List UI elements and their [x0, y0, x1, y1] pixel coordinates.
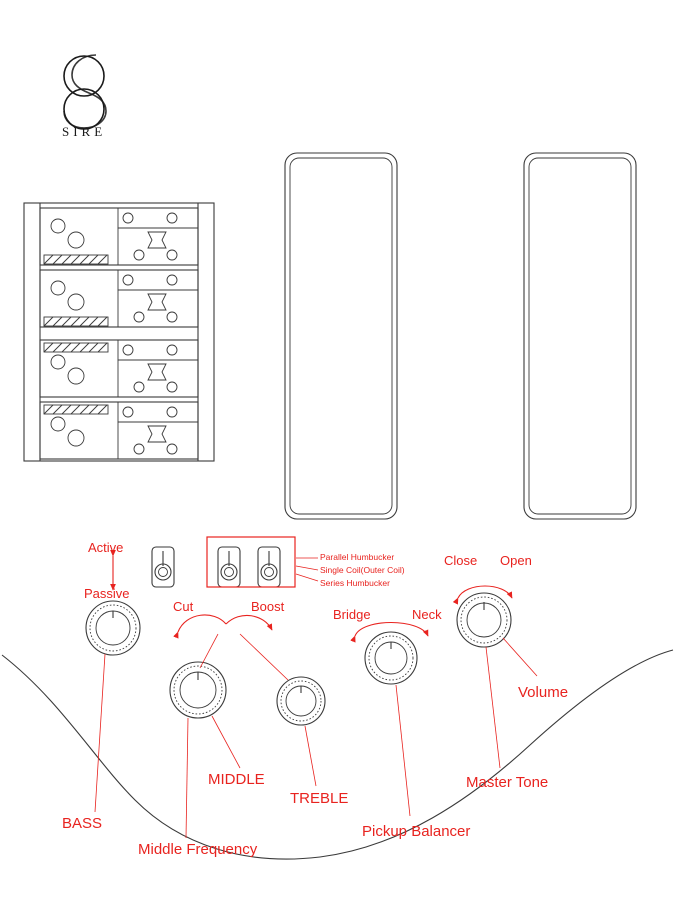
- pickup-balancer-knob-icon: [365, 632, 417, 684]
- label-neck: Neck: [412, 607, 442, 622]
- label-passive: Passive: [84, 586, 130, 601]
- treble-knob-icon: [277, 677, 325, 725]
- callout-middle-frequency: Middle Frequency: [138, 841, 258, 858]
- label-single-coil: Single Coil(Outer Coil): [320, 565, 405, 575]
- callout-volume: Volume: [518, 684, 569, 701]
- label-bridge: Bridge: [333, 607, 371, 622]
- callout-pickup-balancer: Pickup Balancer: [362, 823, 471, 840]
- callout-bass: BASS: [62, 815, 103, 832]
- guitar-body-contour-icon: [2, 650, 673, 859]
- active-passive-switch-icon: [152, 547, 174, 587]
- label-active: Active: [88, 540, 124, 555]
- label-series-humbucker: Series Humbucker: [320, 578, 390, 588]
- sire-s-logo-icon: [64, 55, 106, 129]
- label-open: Open: [500, 553, 532, 568]
- coil-select-switch-2-icon: [258, 547, 280, 587]
- coil-switch-highlight-box: [207, 537, 295, 587]
- label-parallel-humbucker: Parallel Humbucker: [320, 552, 395, 562]
- middle-knob-icon: [170, 662, 226, 718]
- brand-wordmark: SIRE: [62, 124, 107, 139]
- coil-select-switch-1-icon: [218, 547, 240, 587]
- callout-treble: TREBLE: [290, 790, 349, 807]
- callout-master-tone: Master Tone: [466, 774, 549, 791]
- volume-knob-icon: [457, 593, 511, 647]
- neck-pickup-icon: [285, 153, 397, 519]
- label-cut: Cut: [173, 599, 194, 614]
- label-boost: Boost: [251, 599, 285, 614]
- bass-knob-icon: [86, 601, 140, 655]
- bridge-assembly-icon: [24, 203, 214, 461]
- callout-middle: MIDDLE: [208, 771, 265, 788]
- bridge-pickup-icon: [524, 153, 636, 519]
- label-close: Close: [444, 553, 478, 568]
